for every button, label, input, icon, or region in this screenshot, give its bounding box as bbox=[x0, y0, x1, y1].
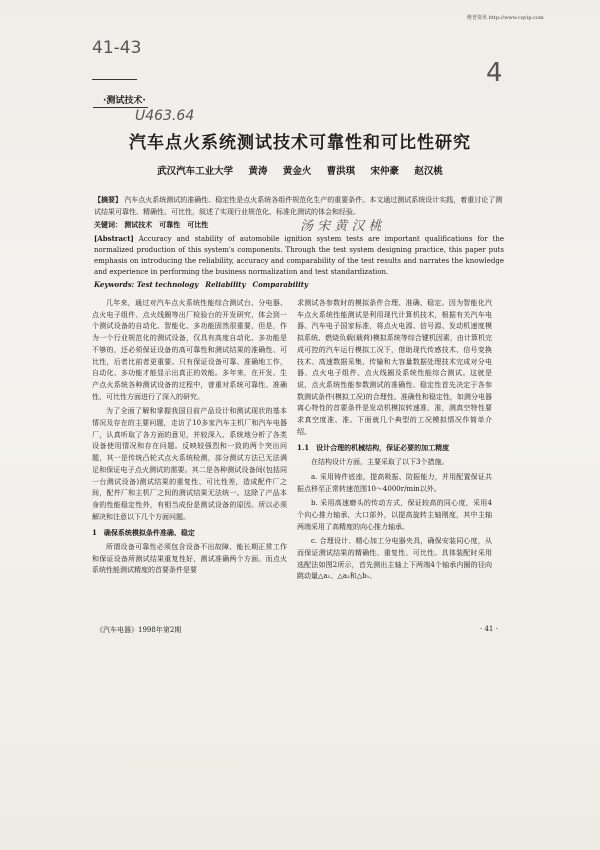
site-watermark: 维普资讯 http://www.cqvip.com bbox=[467, 15, 544, 21]
section-tag: ·测试技术· bbox=[103, 96, 146, 106]
page-number: · 41 · bbox=[480, 625, 498, 633]
english-abstract bbox=[94, 233, 504, 278]
author-line bbox=[0, 163, 600, 177]
list-item: a. 采用铸件底座，提高吸振、防振能力，并用配置保证共振点移至正常转速范围10～4000r/min以外。 bbox=[297, 472, 492, 493]
body-paragraph: 几年来，通过对汽车点火系统性能综合测试台、分电器、点火电子组件、点火线圈等出厂检验台的开发研究，体会到一个测试设备的自动化、智能化、多功能固然很重要，但是，作为一个行业规范化的测试设备，仅具有高度自动化、多功能是不够的，还必须保证设备的高可靠性和测试结果的准确性、可比性，后者比前者更重要。只有保证设备可靠、准确地工作，自动化、多功能才能显示出真正的效能。多年来，在开发、生产点火系统各种测试设备的过程中，曾重对系统可靠性、准确性、可比性方面进行了深入的研究。 bbox=[92, 299, 287, 401]
zh-abstract-text: 汽车点火系统测试的准确性、稳定性是点火系统各组件规范化生产的重要条件。本文通过测试系统设计实践，着重讨论了测试结果可靠性、精确性、可比性，叙述了实现行业规范化、标准化测试的体会和经验。 bbox=[94, 196, 503, 216]
author-1: 黄涛 bbox=[248, 166, 268, 177]
body-paragraph: 所谓设备可靠性必须包含设备不出故障、能长期正常工作和保证设备所测试结果重复性好，测试准确两个方面。而点火系统性能测试精度的首要条件是要 bbox=[92, 543, 287, 575]
affiliation: 武汉汽车工业大学 bbox=[157, 166, 234, 177]
en-kw-label: Keywords: bbox=[94, 280, 135, 289]
zh-kw-label: 关键词： bbox=[94, 220, 122, 229]
handwritten-page-range: 41-43 bbox=[92, 38, 142, 58]
author-5: 赵汉桃 bbox=[414, 166, 443, 177]
zh-abstract-label: 【摘要】 bbox=[94, 195, 122, 204]
section-heading: 1 确保系统模拟条件准确、稳定 bbox=[92, 528, 195, 538]
en-abstract-text: Accuracy and stability of automobile ignition system tests are important qualifications for the normalized production of this system's components. Through the test system designing practice, this paper puts emphasis on introducing the reliability, accuracy and comparability of the test results and narrates the knowledge and experience in performing the business normalization and test standardization. bbox=[94, 235, 504, 276]
author-4: 宋仲豪 bbox=[370, 166, 399, 177]
chinese-abstract bbox=[94, 194, 504, 218]
en-kw-text: Test technology Reliability Comparability bbox=[136, 280, 309, 289]
handwritten-names: 汤 宋 黄 汉 桃 bbox=[300, 219, 382, 234]
paper-title: 汽车点火系统测试技术可靠性和可比性研究 bbox=[129, 133, 471, 153]
zh-kw-text: 测试技术 可靠性 可比性 bbox=[124, 220, 209, 229]
body-paragraph: 求测试各参数时的模拟条件合理、准确、稳定。因为智能化汽车点火系统性能测试是利用现代计算机技术，根据有关汽车电器、汽车电子国家标准，将点火电源、信号源、发动机速度模拟系统、燃烧负载(载荷)模拟系统等综合键机因素，由计算机完成可控的汽车运行模拟工况下，借助现代传感技术、信号变换技术、高速数据采集、传输和大容量数据处理技术完成对分电器、点火电子组件、点火线圈及系统性能综合测试。这就是说，点火系统性能参数测试的准确性、稳定性首先决定于各参数测试条件(模拟工况)的合理性、准确性和稳定性，如测分电器离心特性的首要条件是发动机模拟转速准、准，测真空特性要求真空度准、准。下面就几个典型的工况模拟情况作简单介绍。 bbox=[297, 299, 492, 436]
author-3: 曹洪琪 bbox=[326, 166, 356, 177]
handwritten-number: 4 bbox=[486, 58, 503, 88]
en-abstract-label: [Abstract] bbox=[94, 234, 134, 243]
body-column-right bbox=[297, 298, 492, 586]
hand-underline bbox=[92, 79, 137, 80]
author-2: 黄金火 bbox=[282, 166, 312, 177]
body-paragraph: 在结构设计方面，主要采取了以下3个措施。 bbox=[311, 458, 449, 467]
body-column-left bbox=[92, 298, 287, 580]
handwritten-class-code: U463.64 bbox=[135, 108, 195, 124]
journal-footer: 《汽车电器》1998年第2期 bbox=[96, 626, 182, 634]
body-paragraph: 为了全面了解和掌握我国目前产品设计和测试现状的基本情况及存在的主要问题，走访了10多家汽车主机厂和汽车电器厂，认真听取了各方面的意见，并较深入、系统地分析了各类设备使用情况和存在问题。反映较强烈和一致的两个突出问题，其一是传统凸轮式点火系统检测，部分测试方法已无法满足和保证电子点火测试的需要。其二是各种测试设备间(包括同一台测试设备)测试结果的重复性、可比性差，造成配件厂之间，配件厂和主机厂之间的测试结果无法统一。这除了产品本身的性能稳定性外，有相当成份是测试设备的原因。所以必须解决和注意以下几个方面问题。 bbox=[92, 407, 287, 521]
list-item: c. 合理设计、精心加工分电器夹具，确保安装同心度，从而保证测试结果的精确性、重复性、可比性。具体装配时采用选配法如图2所示，首先测出主轴上下两端4个轴承内圈的径向跳动量△a₁、△a₂和△b₁、 bbox=[297, 537, 492, 581]
english-keywords bbox=[94, 280, 504, 290]
list-item: b. 采用高速磨头的传动方式，保证较高的同心度，采用4个向心推力轴承，大口部外，以提高旋转主轴刚度，其中主轴两端采用了高精度的向心推力轴承。 bbox=[297, 499, 492, 531]
subsection-heading: 1.1 设计合理的机械结构，保证必要的加工精度 bbox=[297, 443, 450, 453]
chinese-keywords bbox=[94, 220, 504, 230]
